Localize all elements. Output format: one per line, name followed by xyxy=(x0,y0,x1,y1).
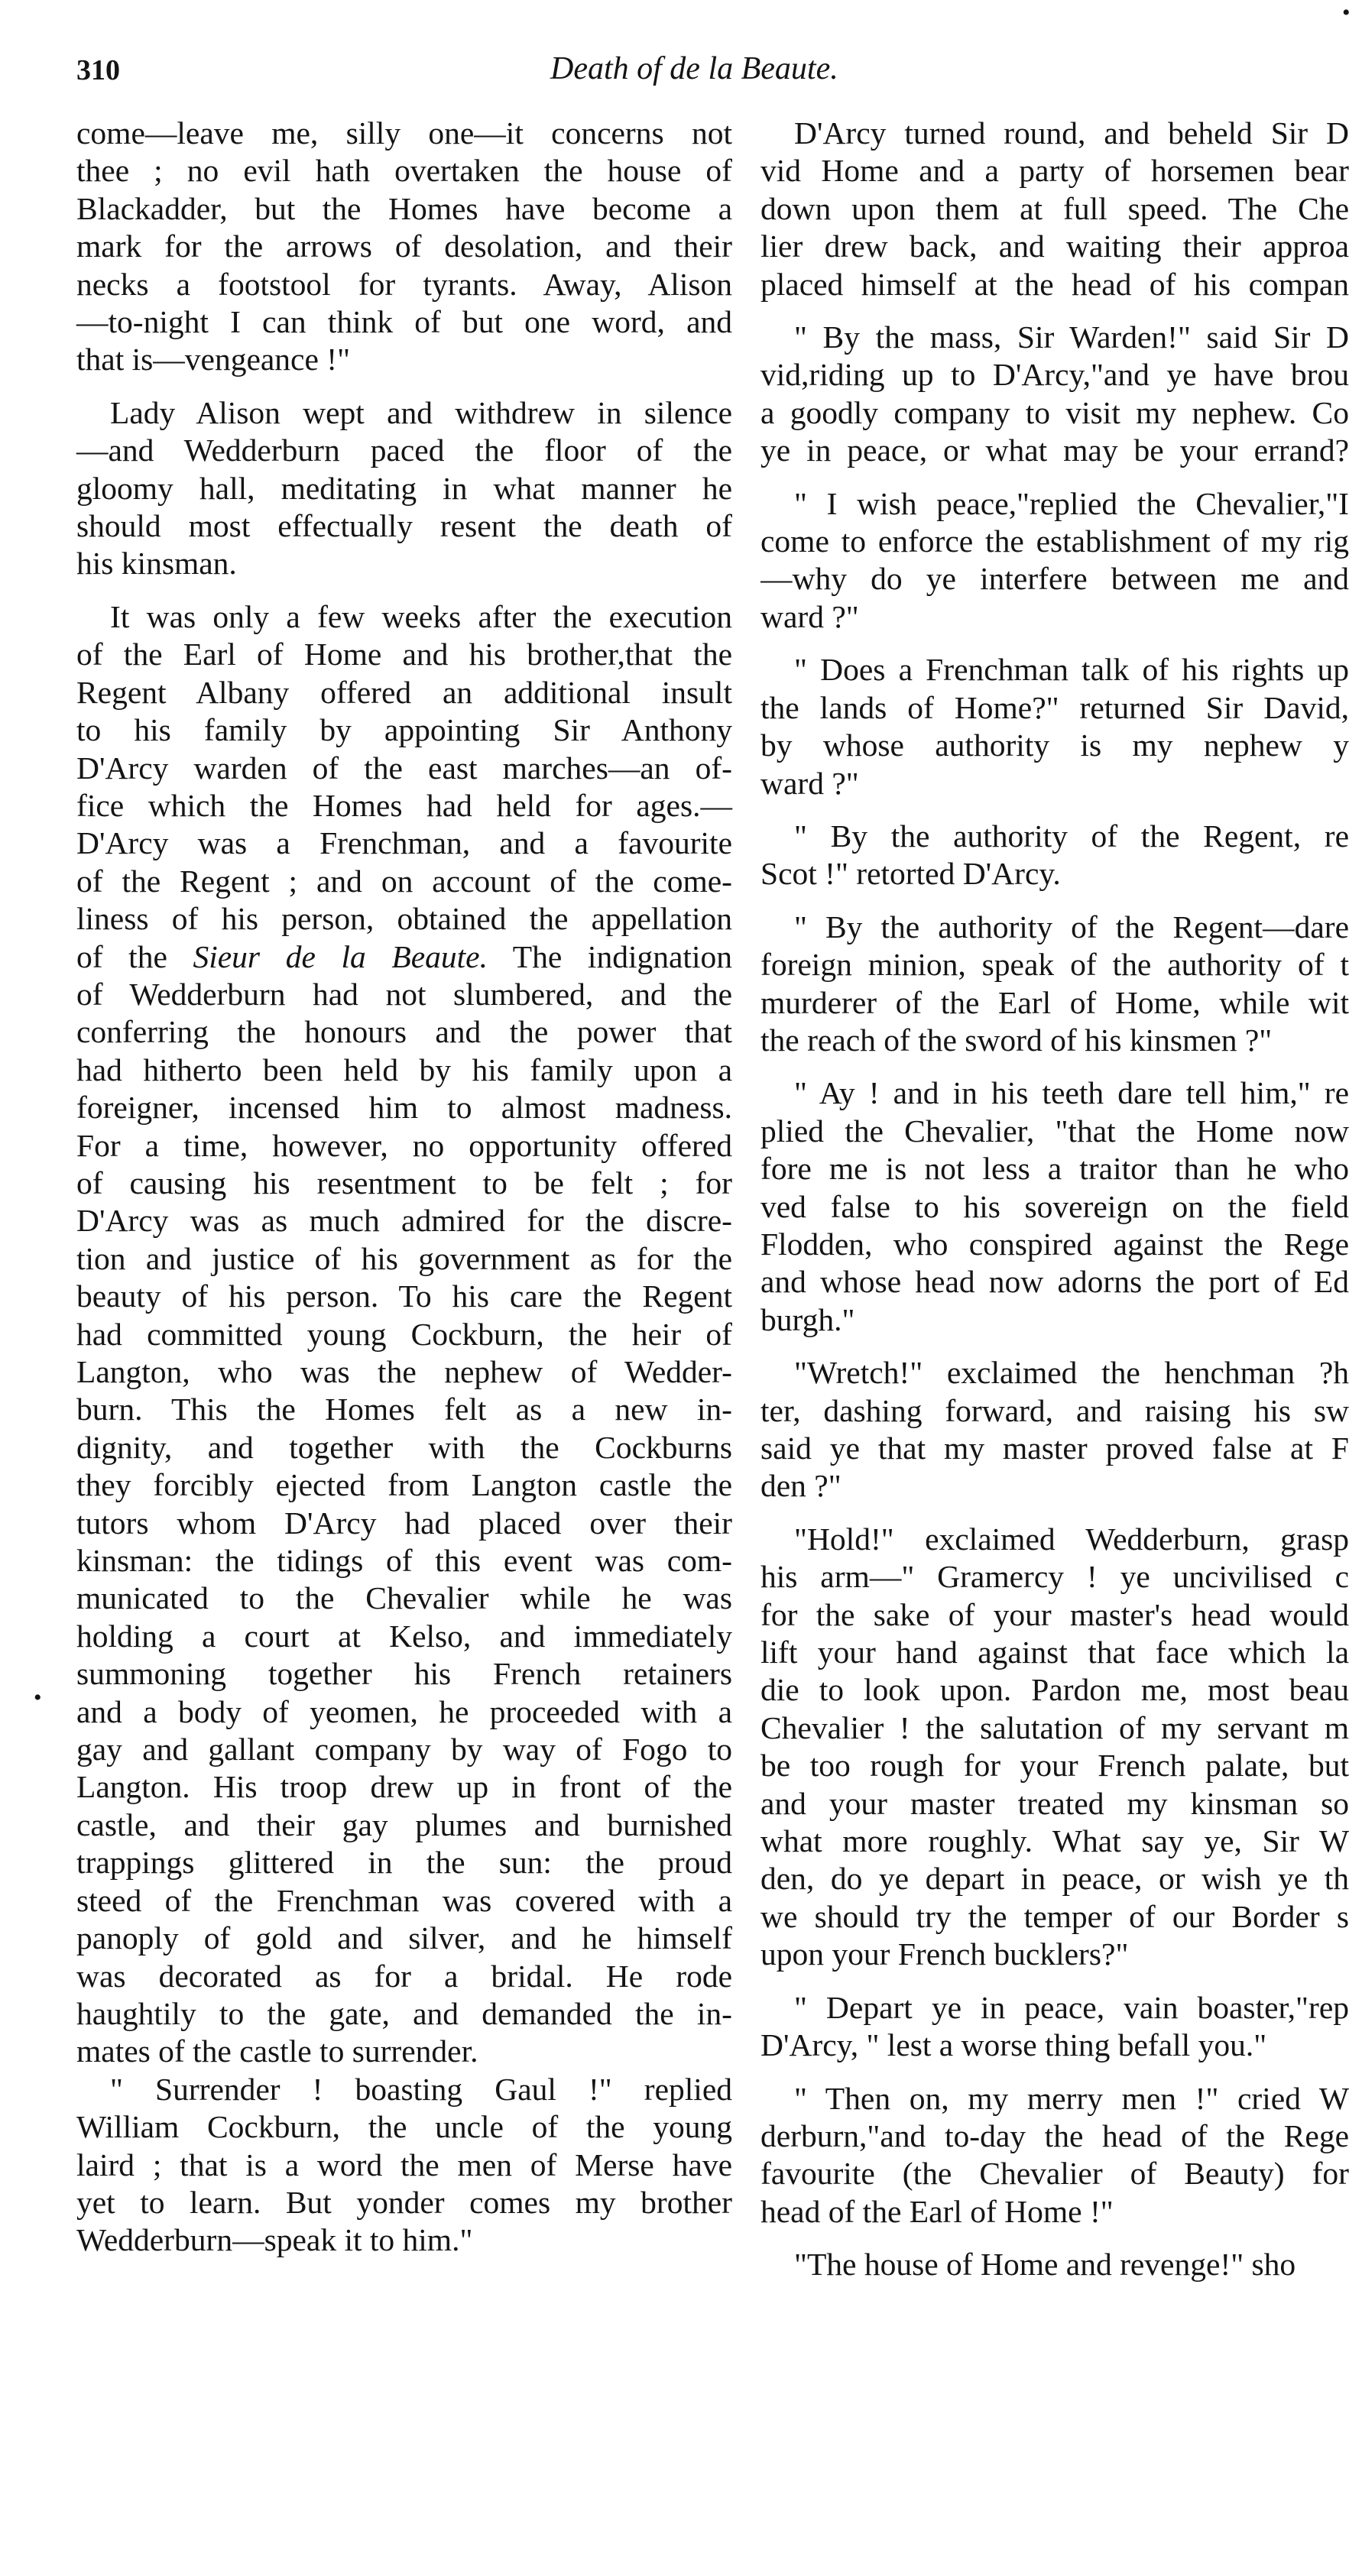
left-column xyxy=(76,115,732,2260)
text-line: thee ; no evil hath overtaken the house of xyxy=(76,153,732,189)
text-line: gloomy hall, meditating in what manner he xyxy=(76,470,732,506)
text-line: kinsman: the tidings of this event was com- xyxy=(76,1543,732,1579)
text-line: D'Arcy was a Frenchman, and a favourite xyxy=(76,825,732,861)
text-line: gay and gallant company by way of Fogo to xyxy=(76,1732,732,1768)
text-line: of causing his resentment to be felt ; for xyxy=(76,1165,732,1201)
text-line: favourite (the Chevalier of Beauty) for xyxy=(760,2156,1349,2192)
text-line: —and Wedderburn paced the floor of the xyxy=(76,433,732,468)
paragraph xyxy=(760,319,1349,470)
text-line: tion and justice of his government as for the xyxy=(76,1240,732,1276)
text-line: " By the authority of the Regent, re xyxy=(794,818,1349,854)
text-line: down upon them at full speed. The Che xyxy=(760,190,1349,226)
paragraph xyxy=(760,651,1349,802)
text-line: the lands of Home?" returned Sir David, xyxy=(760,689,1349,725)
text-line: "Wretch!" exclaimed the henchman ?h xyxy=(794,1355,1349,1391)
text-line: said ye that my master proved false at F xyxy=(760,1431,1349,1466)
text-line: should most effectually resent the death of xyxy=(76,508,732,544)
paragraph xyxy=(760,818,1349,893)
text-line: municated to the Chevalier while he was xyxy=(76,1580,732,1616)
text-line: to his family by appointing Sir Anthony xyxy=(76,712,732,748)
text-run: The indignation xyxy=(487,938,732,974)
text-line: by whose authority is my nephew y xyxy=(760,727,1349,763)
text-line: fore me is not less a traitor than he who xyxy=(760,1151,1349,1187)
text-line: that is—vengeance !" xyxy=(76,342,351,377)
text-line: what more roughly. What say ye, Sir W xyxy=(760,1823,1349,1859)
text-line: upon your French bucklers?" xyxy=(760,1936,1129,1972)
text-line: steed of the Frenchman was covered with a xyxy=(76,1882,732,1918)
text-line: Regent Albany offered an additional insult xyxy=(76,674,732,710)
paragraph xyxy=(760,2246,1349,2283)
text-line: head of the Earl of Home !" xyxy=(760,2193,1114,2229)
text-line: panoply of gold and silver, and he himself xyxy=(76,1920,732,1956)
paragraph xyxy=(760,1354,1349,1505)
paragraph xyxy=(760,1521,1349,1974)
text-line: we should try the temper of our Border s xyxy=(760,1898,1349,1934)
text-line: Wedderburn—speak it to him." xyxy=(76,2222,473,2258)
text-line: Chevalier ! the salutation of my servant m xyxy=(760,1709,1349,1745)
text-line: was decorated as for a bridal. He rode xyxy=(76,1958,732,1994)
text-line: be too rough for your French palate, but xyxy=(760,1748,1349,1784)
text-line: murderer of the Earl of Home, while wit xyxy=(760,984,1349,1020)
paragraph xyxy=(76,115,732,379)
page-number: 310 xyxy=(76,54,120,86)
text-line: D'Arcy warden of the east marches—an of- xyxy=(76,750,732,786)
text-line: come—leave me, silly one—it concerns not xyxy=(76,115,732,151)
text-line: " Ay ! and in his teeth dare tell him," re xyxy=(794,1075,1349,1111)
text-line xyxy=(76,938,732,976)
text-line: vid Home and a party of horsemen bear xyxy=(760,153,1349,189)
text-line: die to look upon. Pardon me, most beau xyxy=(760,1672,1349,1708)
text-line: " I wish peace,"replied the Chevalier,"I xyxy=(794,485,1349,521)
text-line: had committed young Cockburn, the heir of xyxy=(76,1316,732,1352)
text-line: mark for the arrows of desolation, and their xyxy=(76,228,732,264)
paragraph xyxy=(76,394,732,583)
text-line: " Surrender ! boasting Gaul !" replied xyxy=(110,2071,732,2107)
paragraph xyxy=(760,1074,1349,1339)
text-line: holding a court at Kelso, and immediately xyxy=(76,1618,732,1654)
text-line: fice which the Homes had held for ages.— xyxy=(76,787,732,823)
text-line: his kinsman. xyxy=(76,546,237,582)
text-line: for the sake of your master's head would xyxy=(760,1596,1349,1632)
text-line: William Cockburn, the uncle of the young xyxy=(76,2109,732,2145)
text-line: foreigner, incensed him to almost madness. xyxy=(76,1090,732,1126)
text-line: Blackadder, but the Homes have become a xyxy=(76,190,732,226)
paragraph xyxy=(760,2080,1349,2231)
text-line: dignity, and together with the Cockburns xyxy=(76,1429,732,1465)
text-line: haughtily to the gate, and demanded the in- xyxy=(76,1995,732,2031)
text-line: burn. This the Homes felt as a new in- xyxy=(76,1392,732,1427)
text-line: Scot !" retorted D'Arcy. xyxy=(760,856,1061,892)
text-line: derburn,"and to-day the head of the Rege xyxy=(760,2118,1349,2153)
text-line: D'Arcy turned round, and beheld Sir D xyxy=(794,115,1349,151)
text-line: —why do ye interfere between me and xyxy=(760,561,1349,597)
text-line: his arm—" Gramercy ! ye uncivilised c xyxy=(760,1559,1349,1595)
paragraph xyxy=(760,485,1349,637)
italic-title: Sieur de la Beaute. xyxy=(193,938,488,974)
text-line: they forcibly ejected from Langton castle the xyxy=(76,1467,732,1503)
text-line: laird ; that is a word the men of Merse have xyxy=(76,2147,732,2182)
text-line: Langton. His troop drew up in front of the xyxy=(76,1769,732,1805)
text-line: mates of the castle to surrender. xyxy=(76,2033,478,2069)
text-line: necks a footstool for tyrants. Away, Alison xyxy=(76,266,732,302)
running-title: Death of de la Beaute. xyxy=(550,51,838,86)
text-line: ward ?" xyxy=(760,765,859,801)
text-line: den, do ye depart in peace, or wish ye th xyxy=(760,1861,1349,1897)
text-line: " Does a Frenchman talk of his rights up xyxy=(794,652,1349,688)
text-line: castle, and their gay plumes and burnished xyxy=(76,1806,732,1842)
text-line: of the Earl of Home and his brother,that the xyxy=(76,637,732,672)
text-line: It was only a few weeks after the execution xyxy=(110,598,732,634)
text-line: Langton, who was the nephew of Wedder- xyxy=(76,1354,732,1389)
text-line: liness of his person, obtained the appellation xyxy=(76,901,732,937)
paragraph xyxy=(76,598,732,2071)
text-line: " Then on, my merry men !" cried W xyxy=(794,2080,1349,2116)
text-line: burgh." xyxy=(760,1301,855,1337)
text-line: lift your hand against that face which la xyxy=(760,1635,1349,1670)
text-line: tutors whom D'Arcy had placed over their xyxy=(76,1505,732,1541)
text-line: a goodly company to visit my nephew. Co xyxy=(760,394,1349,430)
text-line: summoning together his French retainers xyxy=(76,1656,732,1692)
text-line: ter, dashing forward, and raising his sw xyxy=(760,1392,1349,1428)
text-line: ved false to his sovereign on the field xyxy=(760,1188,1349,1224)
text-line: plied the Chevalier, "that the Home now xyxy=(760,1113,1349,1149)
text-line: Lady Alison wept and withdrew in silence xyxy=(110,394,732,430)
text-line: beauty of his person. To his care the Regent xyxy=(76,1278,732,1314)
right-column xyxy=(760,115,1349,2284)
text-line: and your master treated my kinsman so xyxy=(760,1785,1349,1821)
text-line: the reach of the sword of his kinsmen ?" xyxy=(760,1022,1273,1058)
text-line: ye in peace, or what may be your errand? xyxy=(760,433,1349,468)
text-line: had hitherto been held by his family upon a xyxy=(76,1051,732,1087)
text-line: —to-night I can think of but one word, and xyxy=(76,304,732,340)
text-line: D'Arcy was as much admired for the discre- xyxy=(76,1203,732,1239)
text-line: den ?" xyxy=(760,1468,842,1504)
corner-mark: • xyxy=(1342,0,1351,25)
text-line: conferring the honours and the power that xyxy=(76,1014,732,1050)
text-line: " By the mass, Sir Warden!" said Sir D xyxy=(794,319,1349,355)
text-line: lier drew back, and waiting their approa xyxy=(760,228,1349,264)
paragraph xyxy=(760,115,1349,303)
text-line: For a time, however, no opportunity offered xyxy=(76,1127,732,1163)
text-line: of Wedderburn had not slumbered, and the xyxy=(76,976,732,1012)
text-line: "The house of Home and revenge!" sho xyxy=(794,2247,1296,2283)
text-line: come to enforce the establishment of my rig xyxy=(760,523,1349,559)
text-line: "Hold!" exclaimed Wedderburn, grasp xyxy=(794,1521,1349,1557)
text-line: placed himself at the head of his compan xyxy=(760,266,1349,302)
paragraph xyxy=(76,2071,732,2260)
text-line: " Depart ye in peace, vain boaster,"rep xyxy=(794,1989,1349,2025)
text-run: of the xyxy=(76,938,193,974)
paragraph xyxy=(760,909,1349,1060)
text-line: and whose head now adorns the port of Ed xyxy=(760,1264,1349,1300)
text-line: yet to learn. But yonder comes my brother xyxy=(76,2184,732,2220)
text-line: " By the authority of the Regent—dare xyxy=(794,909,1349,945)
text-line: vid,riding up to D'Arcy,"and ye have brou xyxy=(760,357,1349,393)
text-line: of the Regent ; and on account of the come- xyxy=(76,863,732,899)
text-line: D'Arcy, " lest a worse thing befall you." xyxy=(760,2027,1267,2063)
paragraph xyxy=(760,1989,1349,2065)
text-line: ward ?" xyxy=(760,598,859,634)
margin-mark: • xyxy=(34,1685,42,1710)
text-line: Flodden, who conspired against the Rege xyxy=(760,1226,1349,1262)
text-line: and a body of yeomen, he proceeded with a xyxy=(76,1693,732,1729)
text-line: trappings glittered in the sun: the proud xyxy=(76,1845,732,1881)
text-line: foreign minion, speak of the authority of t xyxy=(760,947,1349,983)
